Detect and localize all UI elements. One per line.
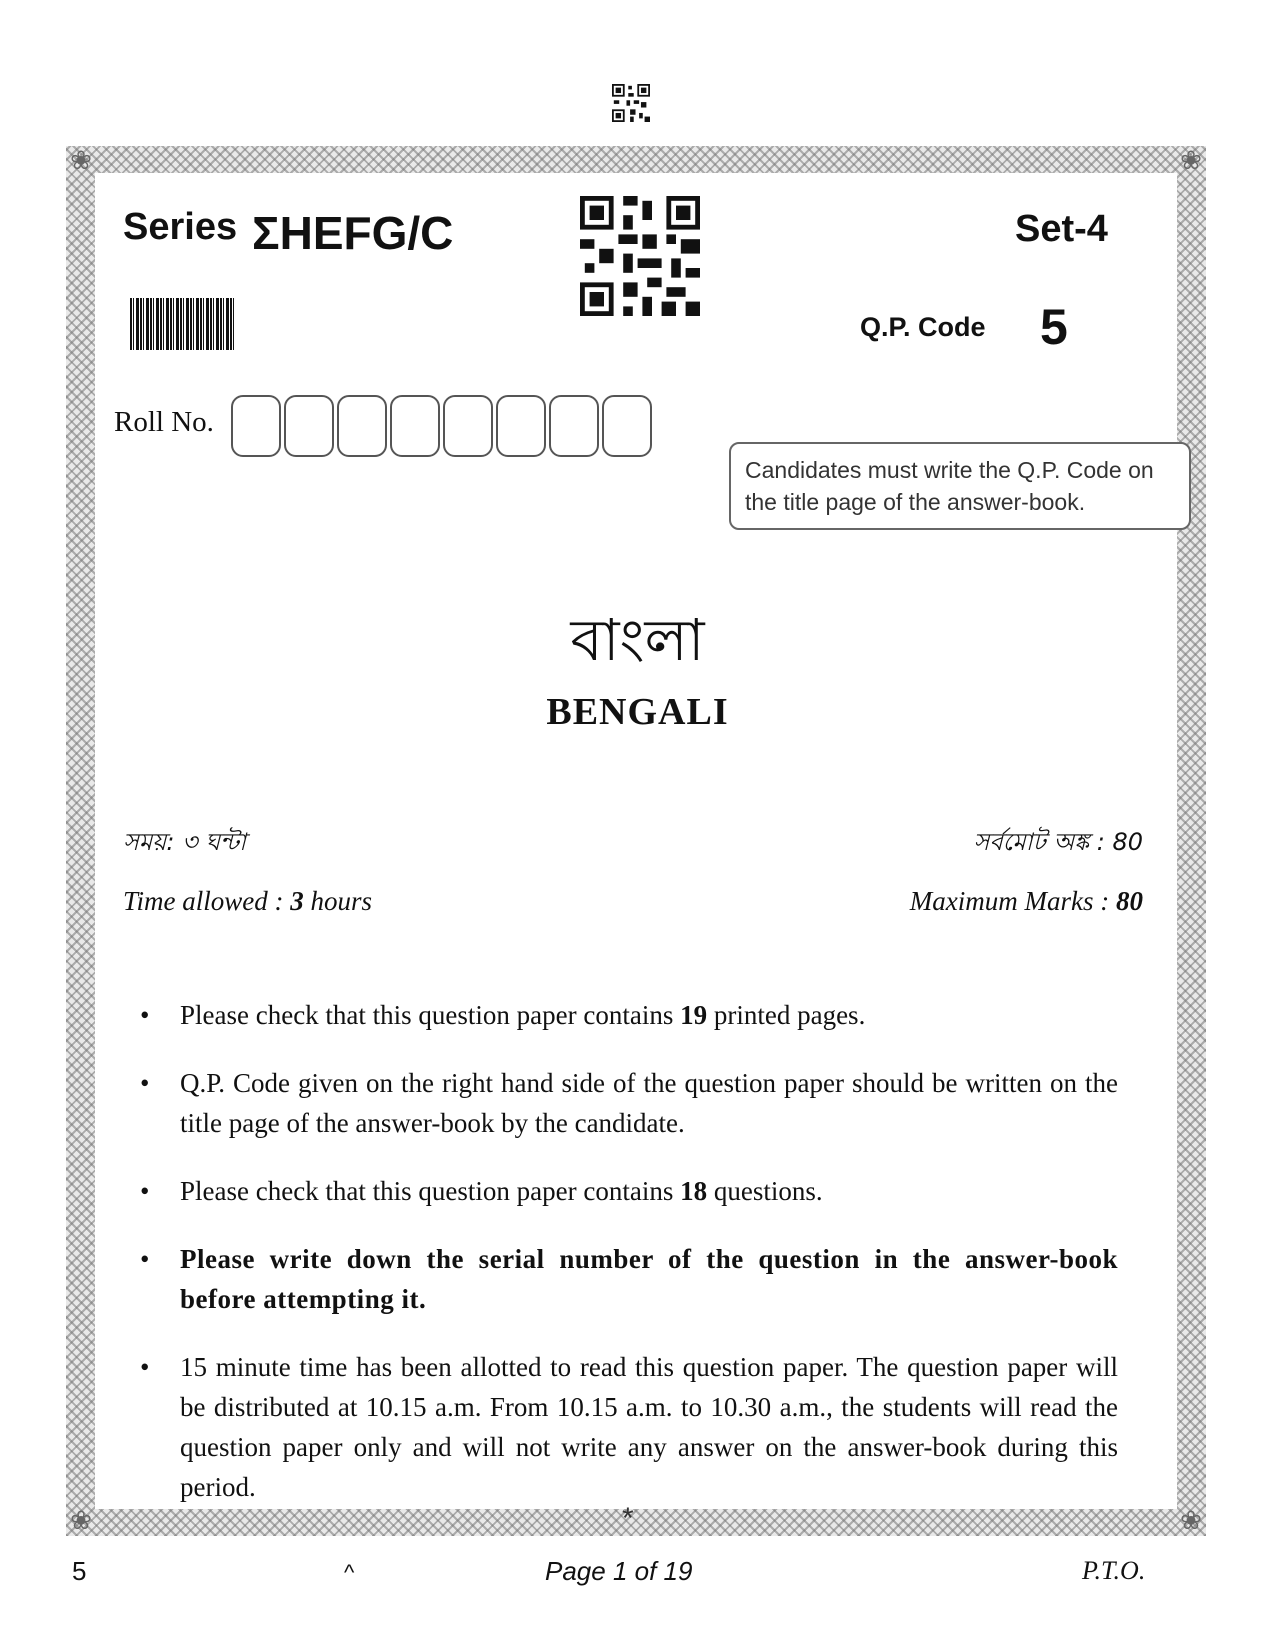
time-allowed: [123, 886, 372, 917]
instruction-item: • Please write down the serial number of the question in the answer-book before attempting it.: [140, 1244, 1118, 1314]
series-label: Series: [123, 206, 238, 248]
set-label: Set-4: [1015, 208, 1108, 250]
subject-title-english: BENGALI: [546, 691, 729, 733]
roll-digit-box[interactable]: [231, 395, 281, 457]
maximum-marks: [910, 886, 1143, 917]
barcode-icon: [130, 298, 234, 350]
time-allowed-unit: hours: [303, 886, 373, 916]
maximum-marks-value: 80: [1116, 886, 1143, 916]
qp-code-label: Q.P. Code: [860, 312, 986, 342]
instruction-item: • Q.P. Code given on the right hand side of the question paper should be written on the title page of the answer-book by the candidate.: [140, 1068, 1118, 1138]
roll-digit-box[interactable]: [602, 395, 652, 457]
roll-digit-box[interactable]: [443, 395, 493, 457]
subject-title-bengali: বাংলা: [570, 606, 705, 674]
instruction-item: • Please check that this question paper contains 19 printed pages.: [140, 1000, 866, 1030]
flower-corner-icon: ❀: [1180, 1506, 1202, 1536]
footer-qp-code: 5: [72, 1556, 87, 1586]
flower-corner-icon: ❀: [70, 1506, 92, 1536]
roll-number-boxes: [231, 395, 655, 457]
time-allowed-value: 3: [290, 886, 304, 916]
roll-number-label: Roll No.: [114, 406, 214, 438]
roll-digit-box[interactable]: [496, 395, 546, 457]
instructions-list: [140, 995, 1118, 1535]
roll-digit-box[interactable]: [284, 395, 334, 457]
maximum-marks-label: Maximum Marks :: [909, 886, 1116, 916]
qp-code-value: 5: [1040, 299, 1068, 355]
instruction-item: • 15 minute time has been allotted to read this question paper. The question paper will be distributed at 10.15 a.m. From 10.15 a.m. to 10.30 a.m., the students will read the question paper only and will not write any answer on the answer-book during this period.: [140, 1352, 1118, 1502]
qr-code-small-icon: [612, 84, 650, 122]
qr-code-icon: [580, 196, 700, 316]
series-code: ΣHEFG/C: [252, 207, 454, 259]
footer-caret: ^: [344, 1560, 355, 1585]
roll-digit-box[interactable]: [390, 395, 440, 457]
page-number: Page 1 of 19: [545, 1556, 693, 1586]
time-allowed-label: Time allowed :: [123, 886, 291, 916]
instruction-item: • Please check that this question paper contains 18 questions.: [140, 1176, 823, 1206]
flower-corner-icon: ❀: [1180, 146, 1202, 176]
qp-code-notice: Candidates must write the Q.P. Code on the title page of the answer-book.: [729, 442, 1191, 530]
time-bengali: সময়: ৩ ঘন্টা: [123, 828, 246, 856]
roll-digit-box[interactable]: [549, 395, 599, 457]
pto-label: P.T.O.: [1082, 1556, 1146, 1585]
flower-corner-icon: ❀: [70, 146, 92, 176]
marks-bengali: সর্বমোট অঙ্ক : 80: [973, 828, 1143, 856]
roll-digit-box[interactable]: [337, 395, 387, 457]
asterisk-mark: *: [622, 1502, 634, 1535]
